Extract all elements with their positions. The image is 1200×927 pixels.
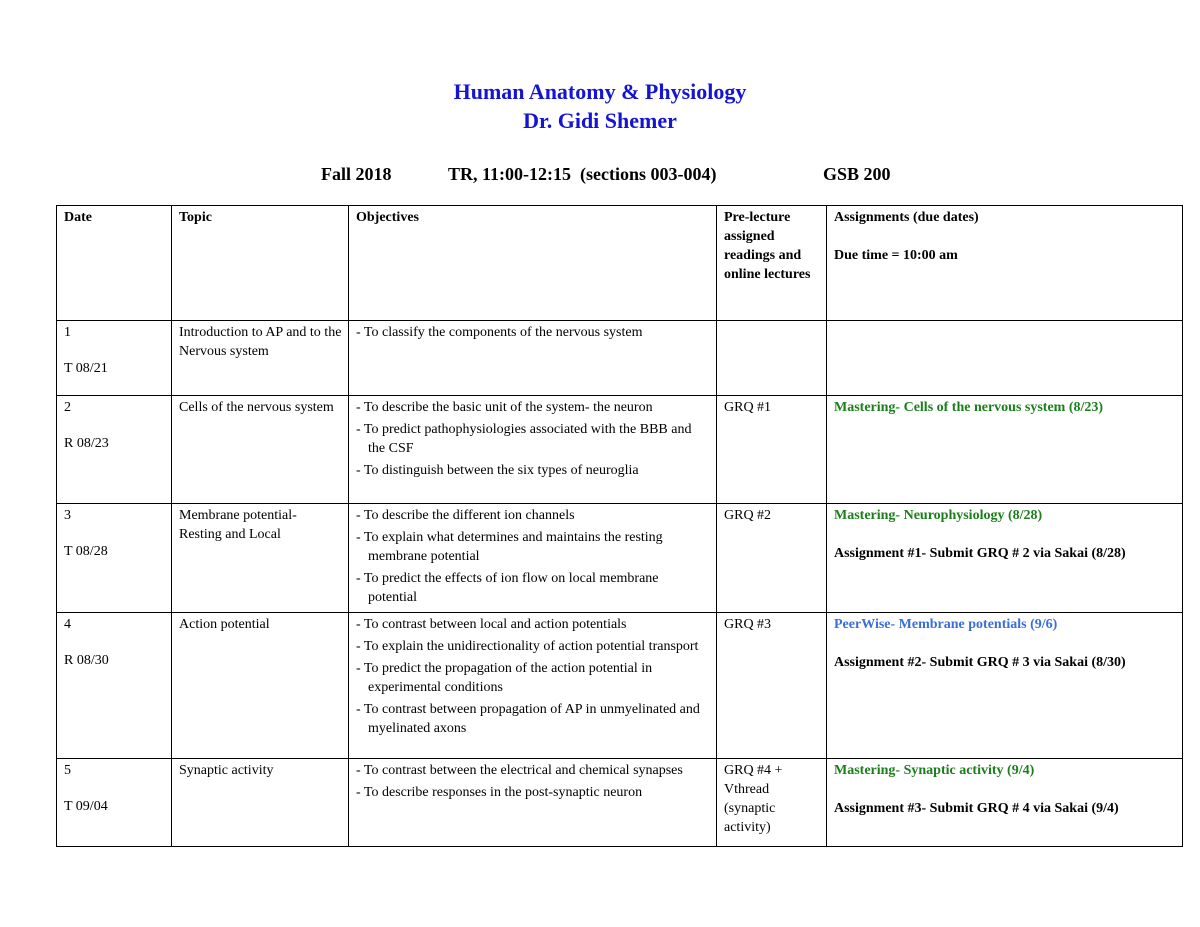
cell-prelecture: GRQ #2 bbox=[717, 504, 827, 613]
lecture-date: T 09/04 bbox=[64, 799, 108, 814]
lecture-number: 5 bbox=[64, 763, 71, 778]
lecture-date: R 08/30 bbox=[64, 653, 109, 668]
cell-assignments bbox=[827, 396, 1183, 504]
assignment-sakai: Assignment #3- Submit GRQ # 4 via Sakai (9/4) bbox=[834, 801, 1119, 816]
cell-topic: Introduction to AP and to the Nervous system bbox=[172, 321, 349, 396]
table-header-row bbox=[57, 206, 1183, 321]
header-assignments-label: Assignments (due dates) bbox=[834, 210, 979, 225]
cell-date bbox=[57, 613, 172, 759]
cell-prelecture: GRQ #3 bbox=[717, 613, 827, 759]
lecture-date: T 08/21 bbox=[64, 361, 108, 376]
cell-prelecture bbox=[717, 321, 827, 396]
objective-item: - To predict pathophysiologies associated with the BBB and the CSF bbox=[356, 422, 692, 456]
cell-assignments bbox=[827, 613, 1183, 759]
lecture-number: 3 bbox=[64, 508, 71, 523]
meeting-schedule: TR, 11:00-12:15 (sections 003-004) bbox=[448, 164, 717, 184]
cell-date bbox=[57, 759, 172, 847]
objective-item: - To predict the effects of ion flow on local membrane potential bbox=[356, 571, 659, 605]
lecture-number: 2 bbox=[64, 400, 71, 415]
objective-item: - To contrast between local and action potentials bbox=[356, 617, 627, 632]
table-row bbox=[57, 396, 1183, 504]
cell-prelecture: GRQ #1 bbox=[717, 396, 827, 504]
objective-item: - To predict the propagation of the action potential in experimental conditions bbox=[356, 661, 653, 695]
schedule-table bbox=[56, 205, 1183, 847]
objective-item: - To describe the different ion channels bbox=[356, 508, 575, 523]
cell-assignments bbox=[827, 321, 1183, 396]
cell-date bbox=[57, 321, 172, 396]
assignment-mastering: Mastering- Cells of the nervous system (8/23) bbox=[834, 400, 1104, 415]
objective-item: - To contrast between the electrical and chemical synapses bbox=[356, 763, 683, 778]
assignment-mastering: Mastering- Synaptic activity (9/4) bbox=[834, 763, 1035, 778]
assignment-sakai: Assignment #1- Submit GRQ # 2 via Sakai (8/28) bbox=[834, 546, 1126, 561]
table-row bbox=[57, 321, 1183, 396]
course-title: Human Anatomy & Physiology bbox=[453, 79, 747, 104]
table-row bbox=[57, 759, 1183, 847]
cell-objectives bbox=[349, 613, 717, 759]
cell-objectives bbox=[349, 321, 717, 396]
header-objectives: Objectives bbox=[349, 206, 717, 321]
objective-item: - To classify the components of the nervous system bbox=[356, 325, 643, 340]
instructor-name: Dr. Gidi Shemer bbox=[523, 108, 677, 133]
header-assignments bbox=[827, 206, 1183, 321]
lecture-date: T 08/28 bbox=[64, 544, 108, 559]
cell-assignments bbox=[827, 504, 1183, 613]
assignment-sakai: Assignment #2- Submit GRQ # 3 via Sakai (8/30) bbox=[834, 655, 1126, 670]
cell-prelecture: GRQ #4 + Vthread (synaptic activity) bbox=[717, 759, 827, 847]
cell-objectives bbox=[349, 504, 717, 613]
room-label: GSB 200 bbox=[823, 164, 891, 184]
header-date: Date bbox=[57, 206, 172, 321]
cell-objectives bbox=[349, 396, 717, 504]
cell-date bbox=[57, 396, 172, 504]
header-topic: Topic bbox=[172, 206, 349, 321]
objective-item: - To describe the basic unit of the system- the neuron bbox=[356, 400, 653, 415]
cell-topic: Action potential bbox=[172, 613, 349, 759]
objective-item: - To distinguish between the six types of neuroglia bbox=[356, 463, 639, 478]
assignment-mastering: Mastering- Neurophysiology (8/28) bbox=[834, 508, 1043, 523]
lecture-number: 1 bbox=[64, 325, 71, 340]
assignment-peerwise: PeerWise- Membrane potentials (9/6) bbox=[834, 617, 1058, 632]
objective-item: - To explain what determines and maintains the resting membrane potential bbox=[356, 530, 663, 564]
cell-topic: Synaptic activity bbox=[172, 759, 349, 847]
header-due-time: Due time = 10:00 am bbox=[834, 248, 958, 263]
objective-item: - To contrast between propagation of AP in unmyelinated and myelinated axons bbox=[356, 702, 700, 736]
objective-item: - To explain the unidirectionality of action potential transport bbox=[356, 639, 699, 654]
cell-topic: Membrane potential- Resting and Local bbox=[172, 504, 349, 613]
cell-date bbox=[57, 504, 172, 613]
table-row bbox=[57, 504, 1183, 613]
lecture-date: R 08/23 bbox=[64, 436, 109, 451]
cell-objectives bbox=[349, 759, 717, 847]
header-prelecture: Pre-lecture assigned readings and online lectures bbox=[717, 206, 827, 321]
cell-topic: Cells of the nervous system bbox=[172, 396, 349, 504]
term-label: Fall 2018 bbox=[321, 164, 392, 184]
objective-item: - To describe responses in the post-synaptic neuron bbox=[356, 785, 643, 800]
cell-assignments bbox=[827, 759, 1183, 847]
lecture-number: 4 bbox=[64, 617, 71, 632]
table-row bbox=[57, 613, 1183, 759]
